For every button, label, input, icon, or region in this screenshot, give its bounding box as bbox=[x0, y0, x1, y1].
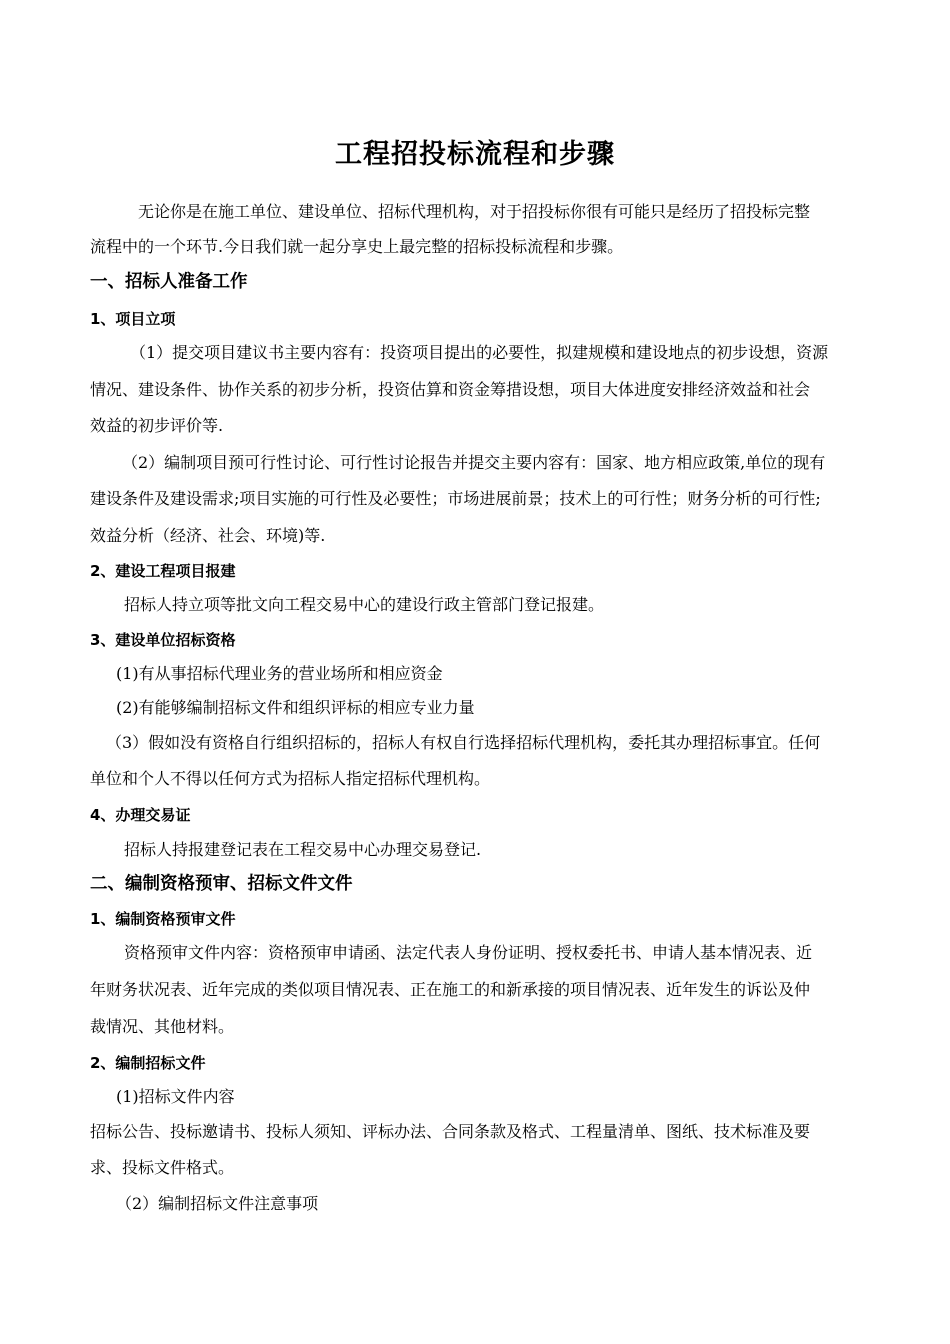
paragraph-line: 招标公告、投标邀请书、投标人须知、评标办法、合同条款及格式、工程量清单、图纸、技术标准及要 bbox=[90, 1122, 811, 1141]
subsection-heading: 1、编制资格预审文件 bbox=[90, 910, 236, 928]
section-heading: 二、编制资格预审、招标文件文件 bbox=[90, 874, 353, 894]
paragraph-line: 裁情况、其他材料。 bbox=[90, 1017, 235, 1036]
paragraph-line: 招标人持报建登记表在工程交易中心办理交易登记. bbox=[124, 840, 482, 859]
paragraph-line: 年财务状况表、近年完成的类似项目情况表、正在施工的和新承接的项目情况表、近年发生的诉讼及仲 bbox=[90, 980, 811, 999]
paragraph-line: 无论你是在施工单位、建设单位、招标代理机构，对于招投标你很有可能只是经历了招投标完整 bbox=[138, 202, 811, 221]
subsection-heading: 2、编制招标文件 bbox=[90, 1054, 206, 1072]
paragraph-line: 建设条件及建设需求;项目实施的可行性及必要性；市场进展前景；技术上的可行性；财务分析的可行性; bbox=[90, 489, 821, 508]
paragraph-line: （2）编制项目预可行性讨论、可行性讨论报告并提交主要内容有：国家、地方相应政策,单位的现有 bbox=[122, 453, 826, 472]
subsection-heading: 2、建设工程项目报建 bbox=[90, 562, 236, 580]
paragraph-line: 流程中的一个环节.今日我们就一起分享史上最完整的招标投标流程和步骤。 bbox=[90, 237, 624, 256]
subsection-heading: 4、办理交易证 bbox=[90, 806, 191, 824]
document-title: 工程招投标流程和步骤 bbox=[335, 139, 615, 170]
section-heading: 一、招标人准备工作 bbox=[90, 272, 248, 292]
subsection-heading: 1、项目立项 bbox=[90, 310, 176, 328]
paragraph-line: （1）提交项目建议书主要内容有：投资项目提出的必要性，拟建规模和建设地点的初步设想，资源 bbox=[130, 343, 829, 362]
paragraph-line: （3）假如没有资格自行组织招标的，招标人有权自行选择招标代理机构，委托其办理招标事宜。任何 bbox=[106, 733, 821, 752]
paragraph-line: 效益的初步评价等. bbox=[90, 416, 224, 435]
paragraph-line: 求、投标文件格式。 bbox=[90, 1158, 235, 1177]
paragraph-line: 情况、建设条件、协作关系的初步分析，投资估算和资金筹措设想，项目大体进度安排经济效益和社会 bbox=[90, 380, 811, 399]
paragraph-line: (1)有从事招标代理业务的营业场所和相应资金 bbox=[116, 664, 443, 683]
paragraph-line: 资格预审文件内容：资格预审申请函、法定代表人身份证明、授权委托书、申请人基本情况表、近 bbox=[124, 943, 813, 962]
paragraph-line: (1)招标文件内容 bbox=[116, 1087, 235, 1106]
paragraph-line: （2）编制招标文件注意事项 bbox=[116, 1194, 319, 1213]
paragraph-line: 效益分析（经济、社会、环境)等. bbox=[90, 526, 326, 545]
subsection-heading: 3、建设单位招标资格 bbox=[90, 631, 236, 649]
paragraph-line: (2)有能够编制招标文件和组织评标的相应专业力量 bbox=[116, 698, 475, 717]
paragraph-line: 单位和个人不得以任何方式为招标人指定招标代理机构。 bbox=[90, 769, 491, 788]
paragraph-line: 招标人持立项等批文向工程交易中心的建设行政主管部门登记报建。 bbox=[124, 595, 605, 614]
